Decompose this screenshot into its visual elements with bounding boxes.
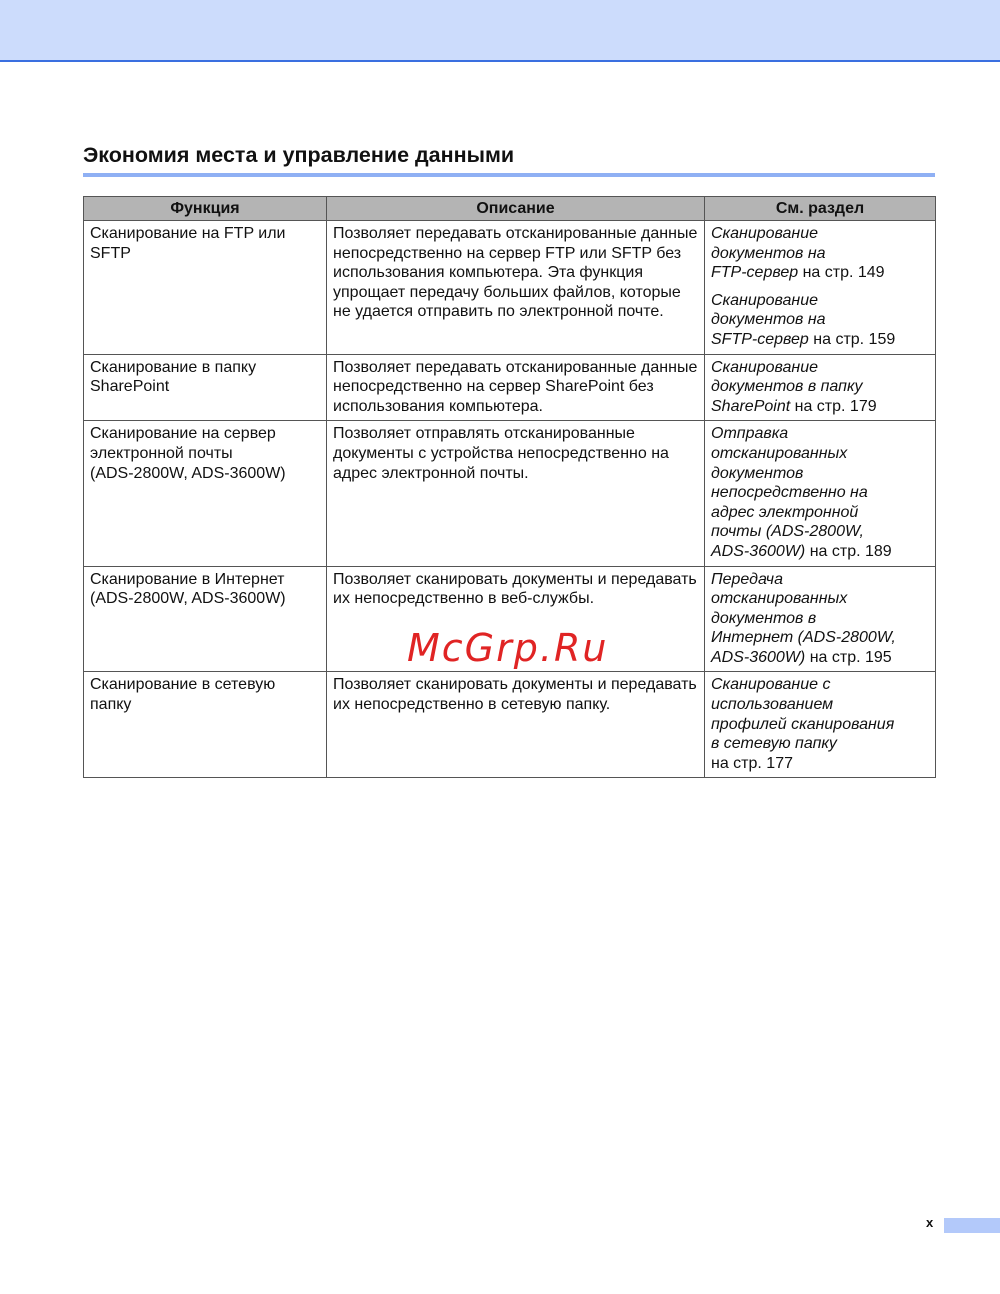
table-row: [84, 672, 936, 778]
description-cell: Позволяет передавать отсканированные данные непосредственно на сервер FTP или SFTP без использования компьютера. Эта функция упрощает передачу больших файлов, которые не удается отправить по электронной почте.: [327, 221, 705, 355]
description-cell: Позволяет сканировать документы и передавать их непосредственно в сетевую папку.: [327, 672, 705, 778]
header-see-section: См. раздел: [705, 197, 936, 221]
header-function: Функция: [84, 197, 327, 221]
reference-page[interactable]: на стр. 177: [711, 754, 793, 772]
function-cell: Сканирование в папку SharePoint: [84, 354, 327, 421]
reference-title[interactable]: Передача отсканированных документов в Интернет (ADS-2800W, ADS-3600W): [711, 570, 896, 666]
reference-page[interactable]: на стр. 159: [808, 330, 896, 348]
reference-cell: [705, 672, 936, 778]
reference-link[interactable]: [711, 675, 929, 773]
reference-cell: [705, 221, 936, 355]
reference-page[interactable]: на стр. 149: [798, 264, 885, 282]
reference-title[interactable]: Сканирование документов на FTP-сервер: [711, 225, 826, 282]
function-cell: Сканирование на сервер электронной почты (ADS-2800W, ADS-3600W): [84, 421, 327, 566]
reference-title[interactable]: Сканирование документов на SFTP-сервер: [711, 291, 826, 348]
page-number: x: [926, 1215, 934, 1230]
description-cell: Позволяет отправлять отсканированные документы с устройства непосредственно на адрес электронной почты.: [327, 421, 705, 566]
header-description: Описание: [327, 197, 705, 221]
reference-cell: [705, 354, 936, 421]
features-table: [83, 196, 936, 778]
reference-cell: [705, 421, 936, 566]
function-cell: Сканирование на FTP или SFTP: [84, 221, 327, 355]
reference-title[interactable]: Сканирование с использованием профилей сканирования в сетевую папку: [711, 676, 895, 753]
reference-link[interactable]: [711, 291, 929, 350]
reference-link[interactable]: [711, 424, 929, 561]
section-title: Экономия места и управление данными: [83, 143, 515, 167]
description-cell: Позволяет сканировать документы и передавать их непосредственно в веб-службы.: [327, 566, 705, 672]
reference-link[interactable]: [711, 224, 929, 283]
reference-page[interactable]: на стр. 189: [805, 542, 892, 560]
table-row: [84, 421, 936, 566]
reference-cell: [705, 566, 936, 672]
function-cell: Сканирование в Интернет (ADS-2800W, ADS-3600W): [84, 566, 327, 672]
title-underline: [83, 173, 935, 177]
table-row: [84, 354, 936, 421]
reference-link[interactable]: [711, 358, 929, 417]
reference-title[interactable]: Отправка отсканированных документов непосредственно на адрес электронной почты (ADS-2800W, ADS-3600W): [711, 425, 868, 560]
table-row: [84, 221, 936, 355]
reference-page[interactable]: на стр. 195: [805, 648, 892, 666]
description-cell: Позволяет передавать отсканированные данные непосредственно на сервер SharePoint без использования компьютера.: [327, 354, 705, 421]
reference-title[interactable]: Сканирование документов в папку SharePoint: [711, 358, 863, 415]
reference-page[interactable]: на стр. 179: [790, 397, 877, 415]
function-cell: Сканирование в сетевую папку: [84, 672, 327, 778]
page-tab-marker: [944, 1218, 1000, 1233]
watermark: McGrp.Ru: [407, 626, 609, 670]
reference-link[interactable]: [711, 570, 929, 668]
page-header-bar: [0, 0, 1000, 62]
table-header-row: [84, 197, 936, 221]
